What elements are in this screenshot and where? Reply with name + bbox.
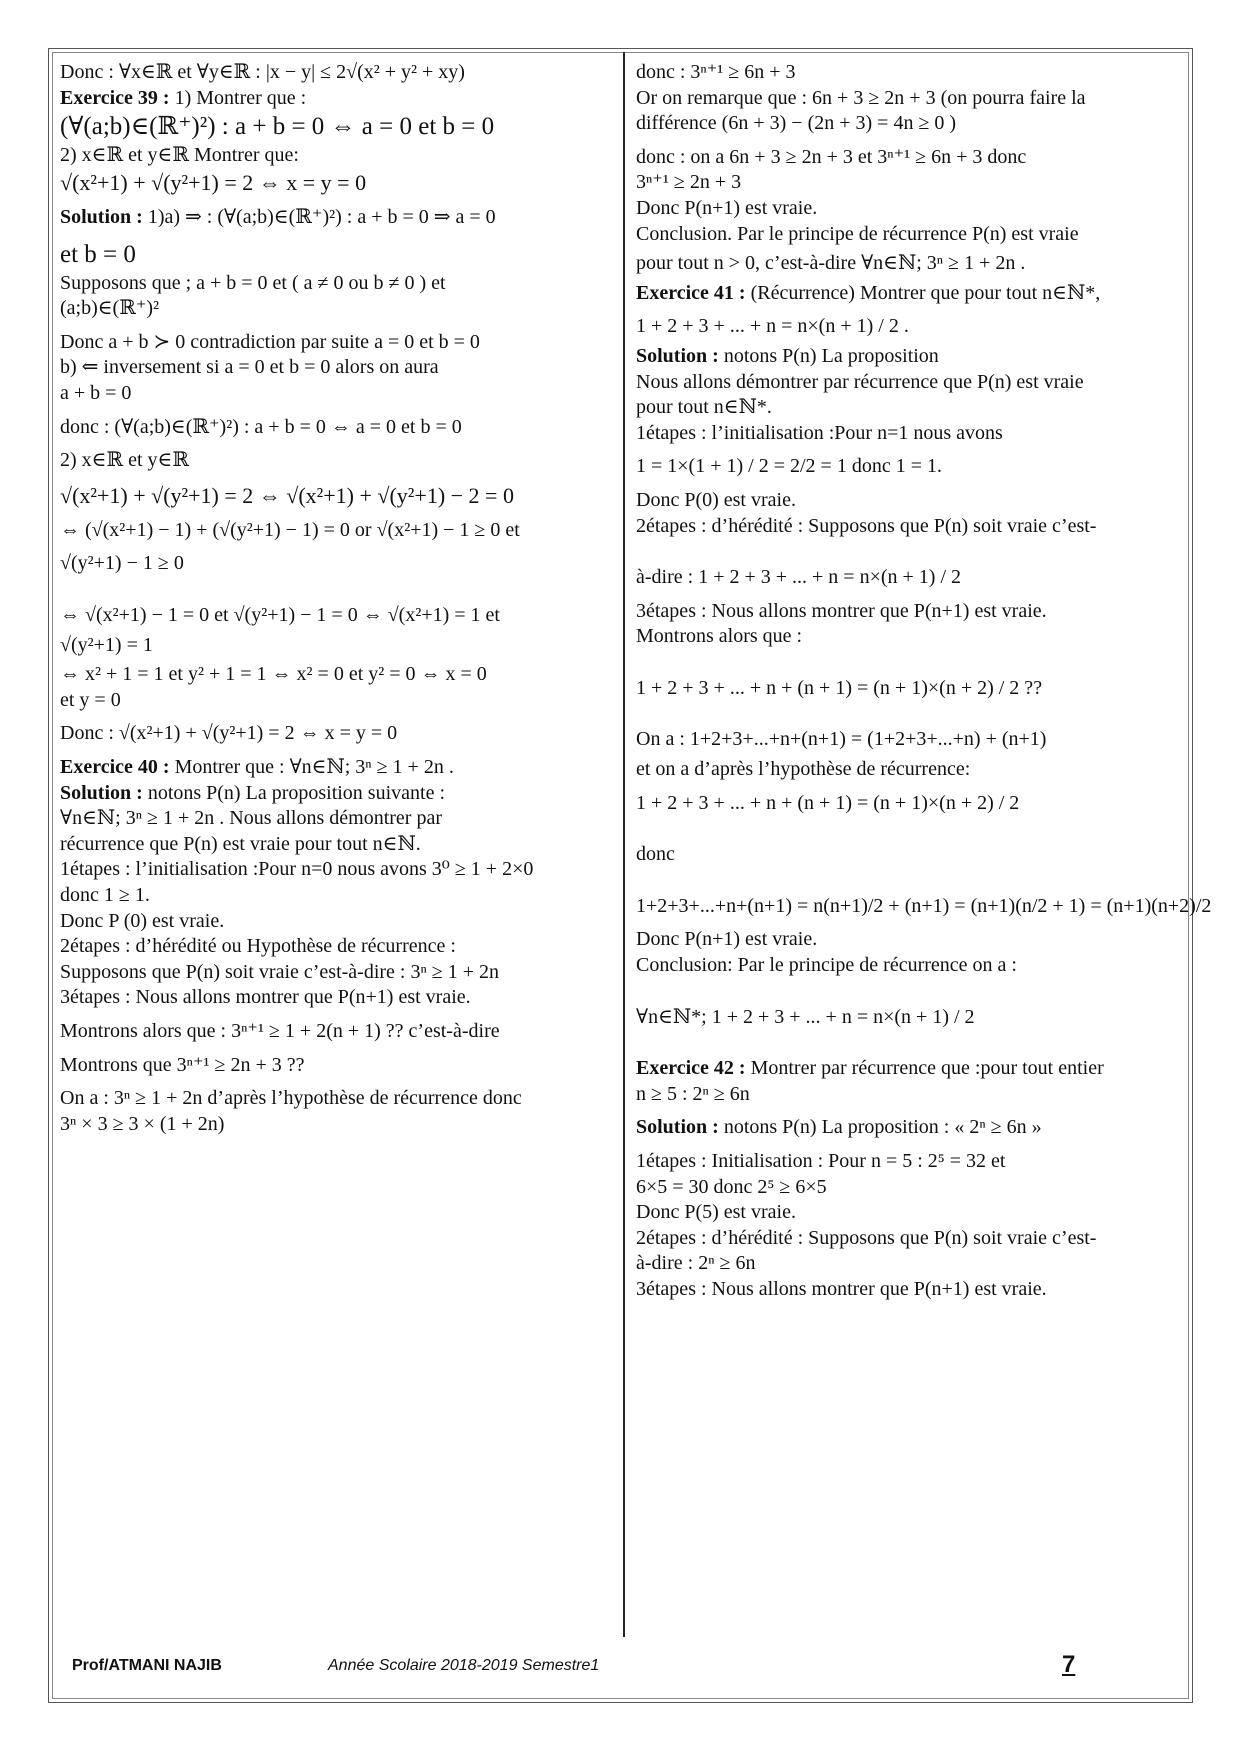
- text-line: (a;b)∈(ℝ⁺)²: [60, 297, 160, 320]
- text-line: 6×5 = 30 donc 2⁵ ≥ 6×5: [636, 1175, 827, 1198]
- line-rest: notons P(n) La proposition: [718, 344, 939, 367]
- text-line: Donc P(5) est vraie.: [636, 1201, 796, 1224]
- bold-label: Exercice 41 :: [636, 281, 746, 304]
- footer-author: Prof/ATMANI NAJIB: [72, 1657, 222, 1674]
- bold-label: Solution :: [636, 1116, 719, 1139]
- text-line: donc: [636, 843, 675, 866]
- text-line: ⇔ (√(x²+1) − 1) + (√(y²+1) − 1) = 0 or √(x²+1) − 1 ≥ 0 et: [60, 518, 520, 541]
- text-line: a + b = 0: [60, 381, 132, 404]
- text-line: différence (6n + 3) − (2n + 3) = 4n ≥ 0 ): [636, 112, 957, 135]
- text-line: Supposons que ; a + b = 0 et ( a ≠ 0 ou b ≠ 0 ) et: [60, 271, 446, 294]
- line-rest: notons P(n) La proposition : « 2ⁿ ≥ 6n »: [718, 1116, 1042, 1139]
- text-line: donc : on a 6n + 3 ≥ 2n + 3 et 3ⁿ⁺¹ ≥ 6n + 3 donc: [636, 145, 1027, 168]
- text-line: et b = 0: [60, 240, 136, 268]
- line-rest: (Récurrence) Montrer que pour tout n∈ℕ*,: [745, 281, 1101, 304]
- text-line: 1 + 2 + 3 + ... + n + (n + 1) = (n + 1)×(n + 2) / 2: [636, 791, 1020, 814]
- footer-school-year: Année Scolaire 2018-2019 Semestre1: [328, 1657, 600, 1674]
- text-line: [636, 281, 1184, 307]
- text-line: 3ⁿ × 3 ≥ 3 × (1 + 2n): [60, 1112, 225, 1135]
- text-line: (∀(a;b)∈(ℝ⁺)²) : a + b = 0 ⇔ a = 0 et b = 0: [60, 113, 495, 141]
- text-line: Montrons alors que :: [636, 625, 803, 648]
- text-line: et y = 0: [60, 688, 121, 711]
- text-line: 3étapes : Nous allons montrer que P(n+1) est vraie.: [60, 986, 471, 1009]
- text-line: [636, 1115, 1184, 1141]
- text-line: 2étapes : d’hérédité ou Hypothèse de récurrence :: [60, 935, 456, 958]
- text-line: 2étapes : d’hérédité : Supposons que P(n) soit vraie c’est-: [636, 514, 1097, 537]
- text-line: et on a d’après l’hypothèse de récurrence:: [636, 758, 971, 781]
- text-line: donc : (∀(a;b)∈(ℝ⁺)²) : a + b = 0 ⇔ a = 0 et b = 0: [60, 415, 462, 438]
- text-line: Donc a + b ≻ 0 contradiction par suite a = 0 et b = 0: [60, 330, 480, 353]
- column-divider: [623, 52, 625, 1637]
- text-line: ⇔ √(x²+1) − 1 = 0 et √(y²+1) − 1 = 0 ⇔ √(x²+1) = 1 et: [60, 604, 500, 627]
- text-line: [636, 344, 1184, 370]
- text-line: [60, 205, 608, 231]
- page-number: 7: [1062, 1651, 1076, 1678]
- bold-label: Exercice 40 :: [60, 756, 170, 778]
- text-line: Conclusion: Par le principe de récurrence on a :: [636, 954, 1017, 977]
- text-line: Montrons alors que : 3ⁿ⁺¹ ≥ 1 + 2(n + 1) ?? c’est-à-dire: [60, 1019, 500, 1042]
- text-line: récurrence que P(n) est vraie pour tout n∈ℕ.: [60, 832, 421, 855]
- text-line: ⇔ x² + 1 = 1 et y² + 1 = 1 ⇔ x² = 0 et y² = 0 ⇔ x = 0: [60, 663, 487, 686]
- text-line: Donc : ∀x∈ℝ et ∀y∈ℝ : |x − y| ≤ 2√(x² + y² + xy): [60, 61, 465, 83]
- text-line: pour tout n > 0, c’est-à-dire ∀n∈ℕ; 3ⁿ ≥ 1 + 2n .: [636, 252, 1026, 275]
- text-line: à-dire : 2ⁿ ≥ 6n: [636, 1252, 756, 1275]
- text-line: Conclusion. Par le principe de récurrence P(n) est vraie: [636, 222, 1079, 245]
- text-line: 2étapes : d’hérédité : Supposons que P(n) soit vraie c’est-: [636, 1226, 1097, 1249]
- text-line: n ≥ 5 : 2ⁿ ≥ 6n: [636, 1082, 750, 1105]
- text-line: 1 + 2 + 3 + ... + n = n×(n + 1) / 2 .: [636, 315, 909, 338]
- text-line: 1 + 2 + 3 + ... + n + (n + 1) = (n + 1)×(n + 2) / 2 ??: [636, 676, 1043, 699]
- text-line: 1 = 1×(1 + 1) / 2 = 2/2 = 1 donc 1 = 1.: [636, 455, 942, 478]
- text-line: Donc P(n+1) est vraie.: [636, 928, 818, 951]
- text-line: Donc : √(x²+1) + √(y²+1) = 2 ⇔ x = y = 0: [60, 722, 398, 745]
- text-line: √(x²+1) + √(y²+1) = 2 ⇔ x = y = 0: [60, 169, 367, 195]
- line-rest: 1) Montrer que :: [169, 86, 307, 109]
- text-line: Or on remarque que : 6n + 3 ≥ 2n + 3 (on pourra faire la: [636, 86, 1086, 109]
- text-line: √(y²+1) = 1: [60, 633, 153, 656]
- left-column: [60, 60, 608, 1137]
- text-line: 3étapes : Nous allons montrer que P(n+1) est vraie.: [636, 1277, 1047, 1300]
- text-line: 1+2+3+...+n+(n+1) = n(n+1)/2 + (n+1) = (n+1)(n/2 + 1) = (n+1)(n+2)/2: [636, 894, 1212, 917]
- text-line: 1étapes : l’initialisation :Pour n=0 nous avons 3⁰ ≥ 1 + 2×0: [60, 858, 534, 881]
- line-rest: notons P(n) La proposition suivante :: [142, 781, 446, 804]
- line-rest: Montrer que : ∀n∈ℕ; 3ⁿ ≥ 1 + 2n .: [169, 756, 454, 778]
- text-line: Supposons que P(n) soit vraie c’est-à-dire : 3ⁿ ≥ 1 + 2n: [60, 960, 500, 983]
- page-footer: [52, 1637, 1189, 1691]
- bold-label: Solution :: [60, 205, 143, 228]
- text-line: 2) x∈ℝ et y∈ℝ: [60, 449, 189, 472]
- text-line: [60, 781, 608, 807]
- text-line: donc 1 ≥ 1.: [60, 883, 150, 906]
- line-rest: Montrer par récurrence que :pour tout entier: [745, 1057, 1104, 1080]
- text-line: à-dire : 1 + 2 + 3 + ... + n = n×(n + 1) / 2: [636, 566, 962, 589]
- right-column: [636, 60, 1212, 1303]
- text-line: Donc P(n+1) est vraie.: [636, 196, 818, 219]
- text-line: On a : 1+2+3+...+n+(n+1) = (1+2+3+...+n) + (n+1): [636, 728, 1047, 751]
- text-line: Nous allons démontrer par récurrence que P(n) est vraie: [636, 370, 1084, 393]
- text-line: Donc P (0) est vraie.: [60, 909, 225, 932]
- bold-label: Exercice 42 :: [636, 1057, 746, 1080]
- text-line: b) ⇐ inversement si a = 0 et b = 0 alors on aura: [60, 356, 439, 379]
- text-line: 3étapes : Nous allons montrer que P(n+1) est vraie.: [636, 599, 1047, 622]
- text-line: √(x²+1) + √(y²+1) = 2 ⇔ √(x²+1) + √(y²+1) − 2 = 0: [60, 482, 514, 508]
- text-line: donc : 3ⁿ⁺¹ ≥ 6n + 3: [636, 61, 796, 83]
- bold-label: Solution :: [636, 344, 719, 367]
- line-rest: 1)a) ⇒ : (∀(a;b)∈(ℝ⁺)²) : a + b = 0 ⇒ a = 0: [142, 205, 496, 228]
- bold-label: Exercice 39 :: [60, 86, 170, 109]
- text-line: 3ⁿ⁺¹ ≥ 2n + 3: [636, 171, 742, 194]
- text-line: 1étapes : l’initialisation :Pour n=1 nous avons: [636, 421, 1003, 444]
- text-line: Donc P(0) est vraie.: [636, 488, 796, 511]
- text-line: √(y²+1) − 1 ≥ 0: [60, 552, 184, 575]
- text-line: [60, 86, 608, 112]
- text-line: On a : 3ⁿ ≥ 1 + 2n d’après l’hypothèse de récurrence donc: [60, 1087, 522, 1110]
- text-line: [60, 755, 608, 781]
- text-line: pour tout n∈ℕ*.: [636, 396, 772, 419]
- text-line: Montrons que 3ⁿ⁺¹ ≥ 2n + 3 ??: [60, 1053, 305, 1076]
- text-line: 1étapes : Initialisation : Pour n = 5 : 2⁵ = 32 et: [636, 1150, 1006, 1172]
- text-line: ∀n∈ℕ; 3ⁿ ≥ 1 + 2n . Nous allons démontrer par: [60, 807, 442, 830]
- text-line: 2) x∈ℝ et y∈ℝ Montrer que:: [60, 144, 299, 167]
- text-line: ∀n∈ℕ*; 1 + 2 + 3 + ... + n = n×(n + 1) / 2: [636, 1005, 975, 1028]
- bold-label: Solution :: [60, 781, 143, 804]
- text-line: [636, 1056, 1184, 1082]
